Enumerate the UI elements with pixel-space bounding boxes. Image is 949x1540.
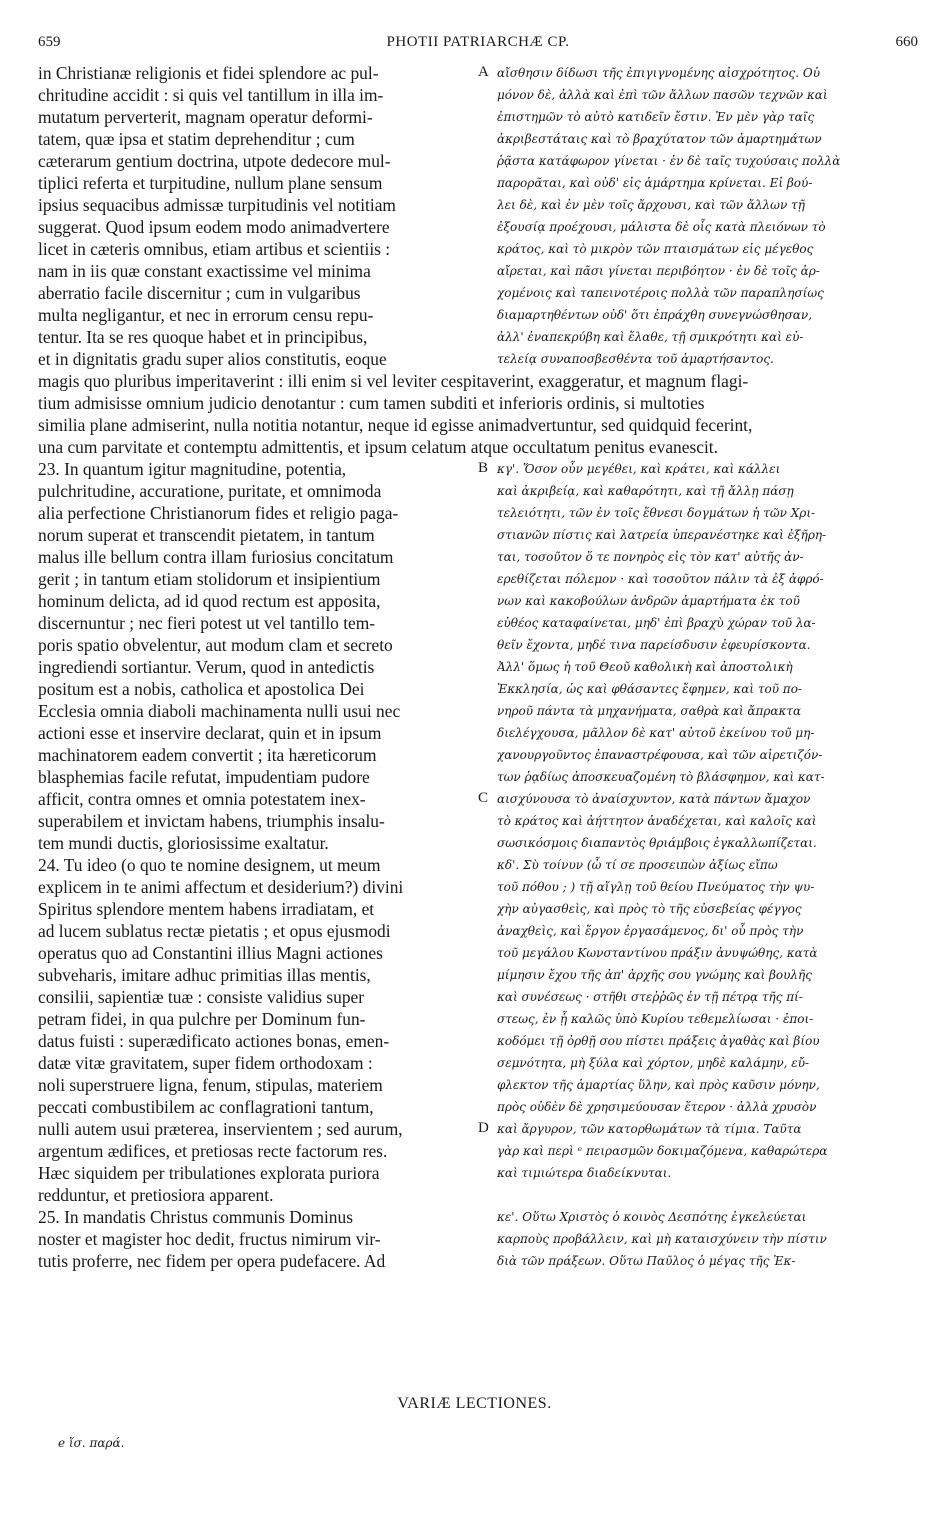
- latin-line: in Christianæ religionis et fidei splendore ac pul-: [38, 63, 379, 83]
- text-line: similia plane admiserint, nulla notitia notantur, neque id egisse animadvertuntur, sed quidquid fecerint,: [38, 415, 753, 435]
- latin-line: malus ille bellum contra illam furiosius concitatum: [38, 547, 394, 567]
- latin-line: subveharis, imitare adhuc primitias illas mentis,: [38, 965, 371, 985]
- greek-line: τοῦ μεγάλου Κωνσταντίνου πράξιν ἀνυψώθης, κατὰ: [497, 946, 818, 960]
- latin-line: 24. Tu ideo (o quo te nomine designem, ut meum: [38, 855, 381, 875]
- variae-lectiones-title: VARIÆ LECTIONES.: [397, 1395, 552, 1412]
- greek-line: ερεθίζεται πόλεμον · καὶ τοσοῦτον πάλιν τὰ ἐξ ἀφρό-: [497, 572, 824, 586]
- page-number-left: 659: [38, 34, 61, 50]
- latin-line: superabilem et invictam habens, triumphis insalu-: [38, 811, 385, 831]
- latin-line: tiplici referta et turpitudine, nullum plane sensum: [38, 173, 383, 193]
- latin-line: Spiritus splendore mentem habens irradiatam, et: [38, 899, 375, 919]
- latin-line: ad lucem sublatus rectæ pietatis ; et opus ejusmodi: [38, 921, 391, 941]
- latin-line: nulli autem usui præterea, inservientem ; sed aurum,: [38, 1119, 403, 1139]
- latin-line: tentur. Ita se res quoque habet et in principibus,: [38, 327, 368, 347]
- latin-line: tatem, quæ ipsa et statim deprehenditur ; cum: [38, 129, 355, 149]
- latin-line: cæterarum gentium doctrina, utpote dedecore mul-: [38, 151, 391, 171]
- latin-line: nam in iis quæ constant exactissime vel minima: [38, 261, 371, 281]
- greek-line: πρὸς οὐδὲν δὲ χρησιμεύουσαν ἕτερον · ἀλλὰ χρυσὸν: [497, 1100, 817, 1114]
- text-line: tium admisisse omnium judicio denotantur : cum tamen subditi et inferioris ordinis, si multoties: [38, 393, 705, 413]
- greek-line: καὶ τιμιώτερα διαδείκνυται.: [497, 1166, 672, 1180]
- latin-line: hominum delicta, ad id quod rectum est apposita,: [38, 591, 381, 611]
- latin-line: ipsius sequacibus admissæ turpitudinis vel notitiam: [38, 195, 396, 215]
- latin-line: positum est a nobis, catholica et apostolica Dei: [38, 679, 365, 699]
- greek-line: στιανῶν πίστις καὶ λατρεία ὑπερανέστηκε καὶ ἐξῆρη-: [497, 528, 827, 542]
- greek-line: ἐξουσίᾳ προέχουσι, μάλιστα δὲ οἷς κατὰ πλειόνων τὸ: [497, 220, 826, 234]
- greek-line: καὶ ἀκριβείᾳ, καὶ καθαρότητι, καὶ τῇ ἄλλῃ πάσῃ: [497, 484, 794, 498]
- latin-line: 23. In quantum igitur magnitudine, potentia,: [38, 459, 347, 479]
- greek-line: ῥᾷστα κατάφωρον γίνεται · ἐν δὲ ταῖς τυχούσαις πολλὰ: [497, 154, 841, 168]
- page-number-right: 660: [895, 34, 918, 50]
- text-line: magis quo pluribus imperitaverint : illi enim si vel leviter cespitaverint, exaggeratur, et magnum flagi-: [38, 371, 749, 391]
- greek-line: τελειότητι, τῶν ἐν τοῖς ἔθνεσι δογμάτων ἡ τῶν Χρι-: [497, 506, 816, 520]
- latin-line: chritudine accidit : si quis vel tantillum in illa im-: [38, 85, 384, 105]
- greek-line: παρορᾶται, καὶ οὐδ' εἰς ἁμάρτημα κρίνεται. Εἰ βού-: [497, 176, 813, 190]
- latin-column-top: [38, 62, 470, 370]
- greek-line: κοδόμει τῇ ὀρθῇ σου πίστει πράξεις ἀγαθὰς καὶ βίου: [497, 1034, 820, 1048]
- greek-line: καὶ ἄργυρον, τῶν κατορθωμάτων τὰ τίμια. Ταῦτα: [497, 1122, 802, 1136]
- greek-line: γὰρ καὶ περὶ ᵉ πειρασμῶν δοκιμαζόμενα, καθαρώτερα: [497, 1144, 828, 1158]
- greek-line: διαμαρτηθέντων οὐδ' ὅτι ἐπράχθη συνεγνώσθησαν,: [497, 308, 813, 322]
- greek-line: χομένοις καὶ ταπεινοτέροις πολλὰ τῶν παραπλησίως: [497, 286, 824, 300]
- latin-line: blasphemias facile refutat, impudentiam pudore: [38, 767, 370, 787]
- greek-line: στεως, ἐν ᾗ καλῶς ὑπὸ Κυρίου τεθεμελίωσαι · ἐποι-: [497, 1012, 814, 1026]
- margin-marker-c: C: [478, 790, 489, 806]
- latin-line: aberratio facile discernitur ; cum in vulgaribus: [38, 283, 361, 303]
- latin-line: operatus quo ad Constantini illius Magni actiones: [38, 943, 383, 963]
- greek-line: ἀναχθεὶς, καὶ ἔργον ἐργασάμενος, δι' οὗ πρὸς τὴν: [497, 924, 804, 938]
- latin-line: petram fidei, in qua pulchre per Dominum fun-: [38, 1009, 366, 1029]
- greek-column-bottom: [497, 458, 917, 1272]
- footnote: e ἴσ. παρά.: [58, 1436, 125, 1450]
- latin-line: noster et magister hoc dedit, fructus nimirum vir-: [38, 1229, 381, 1249]
- full-width-text: [38, 370, 918, 458]
- greek-line: αισχύνουσα τὸ ἀναίσχυντον, κατὰ πάντων ἄμαχον: [497, 792, 811, 806]
- running-title: PHOTII PATRIARCHÆ CP.: [386, 34, 570, 50]
- greek-line: εὐθέος καταφαίνεται, μηδ' ἐπὶ βραχὺ χώραν τοῦ λα-: [497, 616, 816, 630]
- latin-line: explicem in te animi affectum et desiderium?) divini: [38, 877, 404, 897]
- greek-line: ἐπιστημῶν τὸ αὐτὸ κατιδεῖν ἔστιν. Ἐν μὲν γὰρ ταῖς: [497, 110, 815, 124]
- latin-line: poris spatio obvelentur, aut modum clam et secreto: [38, 635, 393, 655]
- latin-line: afficit, contra omnes et omnia potestatem inex-: [38, 789, 366, 809]
- latin-line: redduntur, et pretiosiora apparent.: [38, 1185, 274, 1205]
- latin-line: Ecclesia omnia diaboli machinamenta nulli usui nec: [38, 701, 401, 721]
- latin-line: licet in cæteris omnibus, etiam artibus et scientiis :: [38, 239, 391, 259]
- greek-line: σωσικόσμοις διαπαντὸς θριάμβοις ἐγκαλλωπίζεται.: [497, 836, 817, 850]
- page-header: [38, 34, 918, 56]
- margin-marker-b: B: [478, 460, 489, 476]
- text-line: una cum parvitate et contemptu admittentis, et ipsum celatum atque occultatum penitus evanescit.: [38, 437, 718, 457]
- latin-line: discernuntur ; nec fieri potest ut vel tantillo tem-: [38, 613, 376, 633]
- latin-line: multa negligantur, et nec in errorum censu repu-: [38, 305, 374, 325]
- latin-column-bottom: [38, 458, 470, 1272]
- latin-line: mutatum perverterit, magnam operatur deformi-: [38, 107, 373, 127]
- greek-line: μόνον δὲ, ἀλλὰ καὶ ἐπὶ τῶν ἄλλων πασῶν τεχνῶν καὶ: [497, 88, 828, 102]
- greek-column-top: [497, 62, 917, 370]
- greek-line: κε'. Οὕτω Χριστὸς ὁ κοινὸς Δεσπότης ἐγκελεύεται: [497, 1210, 807, 1224]
- latin-line: ingrediendi sortiantur. Verum, quod in antedictis: [38, 657, 375, 677]
- latin-line: datus fuisti : superædificato actiones bonas, emen-: [38, 1031, 390, 1051]
- latin-line: argentum ædifices, et pretiosas recte factorum res.: [38, 1141, 388, 1161]
- latin-line: noli superstruere ligna, fenum, stipulas, materiem: [38, 1075, 383, 1095]
- greek-line: καρποὺς προβάλλειν, καὶ μὴ καταισχύνειν τὴν πίστιν: [497, 1232, 827, 1246]
- greek-line: των ῥᾳδίως ἀποσκευαζομένη τὸ βλάσφημον, καὶ κατ-: [497, 770, 825, 784]
- greek-line: διελέγχουσα, μᾶλλον δὲ κατ' αὐτοῦ ἐκείνου τοῦ μη-: [497, 726, 815, 740]
- latin-line: Hæc siquidem per tribulationes explorata puriora: [38, 1163, 380, 1183]
- latin-line: machinatorem eadem convertit ; ita hæreticorum: [38, 745, 377, 765]
- greek-line: κδ'. Σὺ τοίνυν (ὦ τί σε προσειπὼν ἀξίως εἴπω: [497, 858, 778, 872]
- greek-line: μίμησιν ἔχου τῆς ἀπ' ἀρχῆς σου γνώμης καὶ βουλῆς: [497, 968, 812, 982]
- margin-marker-d: D: [478, 1120, 489, 1136]
- greek-line: φλεκτον τῆς ἁμαρτίας ὕλην, καὶ πρὸς καῦσιν μόνην,: [497, 1078, 820, 1092]
- latin-line: peccati combustibilem ac conflagrationi tantum,: [38, 1097, 374, 1117]
- greek-line: σεμνότητα, μὴ ξύλα καὶ χόρτον, μηδὲ καλάμην, εὔ-: [497, 1056, 810, 1070]
- greek-line: κράτος, καὶ τὸ μικρὸν τῶν πταισμάτων εἰς μέγεθος: [497, 242, 814, 256]
- greek-line: τοῦ πόθου ; ) τῇ αἴγλῃ τοῦ θείου Πνεύματος τὴν ψυ-: [497, 880, 815, 894]
- greek-line: ἀλλ' ἐναπεκρύβη καὶ ἔλαθε, τῇ σμικρότητι καὶ εὐ-: [497, 330, 804, 344]
- latin-line: consilii, sapientiæ tuæ : consiste validius super: [38, 987, 365, 1007]
- greek-line: χανουργοῦντος ἐπαναστρέφουσα, καὶ τῶν αἱρετιζόν-: [497, 748, 823, 762]
- latin-line: gerit ; in tantum etiam stolidorum et insipientium: [38, 569, 381, 589]
- greek-line: λει δὲ, καὶ ἐν μὲν τοῖς ἄρχουσι, καὶ τῶν ἄλλων τῇ: [497, 198, 805, 212]
- greek-line: νων καὶ κακοβούλων ἀνδρῶν ἁμαρτήματα ἐκ τοῦ: [497, 594, 800, 608]
- latin-line: suggerat. Quod ipsum eodem modo animadvertere: [38, 217, 390, 237]
- greek-line: Ἀλλ' ὅμως ἡ τοῦ Θεοῦ καθολικὴ καὶ ἀποστολικὴ: [497, 660, 793, 674]
- latin-line: datæ vitæ gravitatem, super fidem orthodoxam :: [38, 1053, 373, 1073]
- latin-line: et in dignitatis gradu super alios constitutis, eoque: [38, 349, 387, 369]
- greek-line: αἴσθησιν δίδωσι τῆς ἐπιγιγνομένης αἰσχρότητος. Οὐ: [497, 66, 821, 80]
- greek-line: διὰ τῶν πράξεων. Οὕτω Παῦλος ὁ μέγας τῆς Ἐκ-: [497, 1254, 796, 1268]
- greek-line: κγ'. Ὅσον οὖν μεγέθει, καὶ κράτει, καὶ κάλλει: [497, 462, 781, 476]
- greek-line: χὴν αὐγασθεὶς, καὶ πρὸς τὸ τῆς εὐσεβείας φέγγος: [497, 902, 802, 916]
- greek-line: ται, τοσοῦτον ὅ τε πονηρὸς εἰς τὸν κατ' αὐτῆς ἀν-: [497, 550, 804, 564]
- margin-marker-a: A: [478, 64, 489, 80]
- latin-line: alia perfectione Christianorum fides et religio paga-: [38, 503, 399, 523]
- latin-line: 25. In mandatis Christus communis Dominus: [38, 1207, 353, 1227]
- latin-line: tutis proferre, nec fidem per opera pudefacere. Ad: [38, 1251, 386, 1271]
- latin-line: actioni esse et inservire declarat, quin et in ipsum: [38, 723, 382, 743]
- greek-line: τὸ κράτος καὶ ἀήττητον ἀναδέχεται, καὶ καλοῖς καὶ: [497, 814, 817, 828]
- greek-line: νηροῦ πάντα τὰ μηχανήματα, σαθρὰ καὶ ἄπρακτα: [497, 704, 802, 718]
- greek-line: θεῖν ἔχοντα, μηδέ τινα παρείσδυσιν ἐφευρίσκοντα.: [497, 638, 811, 652]
- greek-line: τελείᾳ συναποσβεσθέντα τοῦ ἁμαρτήσαντος.: [497, 352, 774, 366]
- latin-line: pulchritudine, accuratione, puritate, et omnimoda: [38, 481, 382, 501]
- latin-line: norum superat et transcendit pietatem, in tantum: [38, 525, 375, 545]
- greek-line: Ἐκκλησία, ὡς καὶ φθάσαντες ἔφημεν, καὶ τοῦ πο-: [497, 682, 802, 696]
- greek-line: ἀκριβεστάταις καὶ τὸ βραχύτατον τῶν ἁμαρτημάτων: [497, 132, 822, 146]
- greek-line: αἴρεται, καὶ πᾶσι γίνεται περιβόητον · ἐν δὲ τοῖς ἀρ-: [497, 264, 820, 278]
- greek-line: καὶ συνέσεως · στῆθι στεῤῥῶς ἐν τῇ πέτρᾳ τῆς πί-: [497, 990, 803, 1004]
- greek-line: [497, 1184, 917, 1206]
- latin-line: tem mundi ductis, gloriosissime exaltatur.: [38, 833, 329, 853]
